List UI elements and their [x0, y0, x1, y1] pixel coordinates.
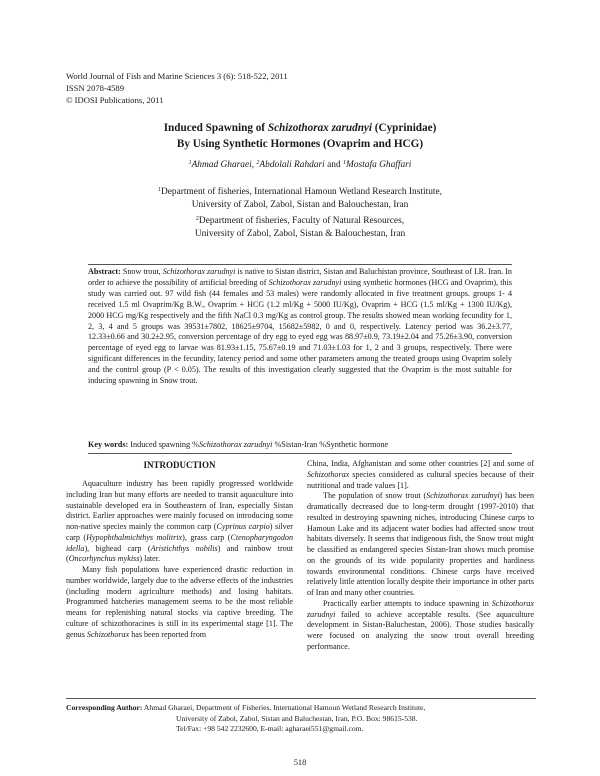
- affiliations: [60, 184, 540, 241]
- journal-citation: World Journal of Fish and Marine Sciences 3 (6): 518-522, 2011: [66, 71, 288, 81]
- journal-header: [66, 70, 288, 106]
- keywords: Key words: Induced spawning %Schizothorax zarudnyi %Sistan-Iran %Synthetic hormone: [88, 439, 512, 454]
- intro-paragraph-2: Many fish populations have experienced drastic reduction in number worldwide, largely due to the adverse effects of the industries (including modern agriculture methods) and losing habitats. Programmed hatcheries management seems to be the most reliable means for replenishing natural stocks via captive breeding. The culture of schizothoracines is still in its experimental stage [1]. The genus Schizothorax has been reported from: [66, 565, 293, 639]
- intro-paragraph-1: Aquaculture industry has been rapidly progressed worldwide including Iran but many efforts are needed to transit aquaculture into sustainable developed era in Southeastern of Iran, especially Sistan district. Earlier approaches were mainly focused on introducing some non-native species mainly the common carp (Cyprinus carpio) silver carp (Hypophthalmichthys molitrix), grass carp (Ctenopharyngodon idella), bighead carp (Aristichthys nobilis) and rainbow trout (Oncorhynchus mykiss) later.: [66, 479, 293, 564]
- abstract-label: Abstract:: [88, 267, 121, 276]
- affiliation-1-line-2: University of Zabol, Zabol, Sistan and Balouchestan, Iran: [191, 200, 409, 211]
- paper-title-line-2: By Using Synthetic Hormones (Ovaprim and HCG): [176, 138, 424, 150]
- right-column: [307, 459, 534, 653]
- corresponding-author-line-1: Corresponding Author: Ahmad Gharaei, Department of Fisheries, International Hamoun Wetland Research Institute,: [66, 703, 426, 712]
- abstract: Abstract: Snow trout, Schizothorax zarudnyi is native to Sistan district, Sistan and Baluchistan province, Southeast of I.R. Iran. In order to achieve the possibility of artificial breeding of Schizothorax zarudnyi using synthetic hormones (HCG and Ovaprim), this study was carried out. 97 wild fish (44 females and 53 males) were randomly allocated in five treatment groups. groups 1- 4 received 1.5 ml Ovaprim/Kg B.W., Ovaprim + HCG (1.2 ml/Kg + 5000 IU/Kg), Ovaprim + HCG (1.5 ml/Kg + 1300 IU/Kg), 2000 HCG mg/Kg respectively and the fifth NaCl 0.3 mg/Kg as control group. The results showed mean working fecundity for 1, 2, 3, 4 and 5 groups was 39531±7802, 18625±9704, 15682±5982, 0 and 0, respectively. Latency period was 36.2±3.77, 12.33±0.66 and 30.2±2.95, conversion percentage of dry egg to eyed egg was 88.97±0.9, 73.19±2.04 and 75.26±3.90, conversion percentage of eyed egg to larvae was 81.93±1.15, 75.67±0.19 and 71.03±1.03 for 1, 2 and 3 groups, respectively. There were significant differences in the fecundity, latency period and some other parameters among the treated groups using Ovaprim solely and the control group (P < 0.05). The results of this investigation clearly suggested that the Ovaprim is the most suitable for inducing spawning in Snow trout.: [88, 264, 512, 387]
- journal-issn: ISSN 2078-4589: [66, 83, 125, 93]
- corresponding-author-line-3: Tel/Fax: +98 542 2232600, E-mail: agharaei551@gmail.com.: [176, 724, 364, 734]
- corresponding-author-line-2: University of Zabol, Zabol, Sistan and Baluchestan, Iran, P.O. Box: 98615-538.: [176, 713, 418, 723]
- section-heading-introduction: INTRODUCTION: [143, 460, 216, 470]
- corresponding-author: [66, 698, 536, 735]
- page-number: 518: [293, 758, 307, 767]
- affiliation-2-line-1: $^2$Department of fisheries, Faculty of Natural Resources,: [195, 215, 405, 226]
- left-column: [66, 459, 293, 640]
- corresponding-author-label: Corresponding Author:: [66, 703, 143, 712]
- author-list: $^1$Ahmad Gharaei, $^2$Abdolali Rahdari and $^1$Mostafa Ghaffari: [188, 160, 412, 170]
- affiliation-1-line-1: $^1$Department of fisheries, International Hamoun Wetland Research Institute,: [157, 187, 442, 197]
- intro-paragraph-2-continued: China, India, Afghanistan and some other countries [2] and some of Schizothorax species considered as cultural species because of their nutritional and trade values [1].: [307, 459, 534, 490]
- intro-paragraph-4: Practically earlier attempts to induce spawning in Schizothorax zarudnyi failed to achieve acceptable results. (See aquaculture development in Sistan-Baluchestan, 2006). Those studies basically were focused on analyzing the snow trout overall breeding performance.: [307, 598, 534, 651]
- journal-copyright: © IDOSI Publications, 2011: [66, 95, 164, 105]
- keywords-label: Key words:: [88, 440, 129, 449]
- title-block: [60, 120, 540, 171]
- paper-title-line-1: Induced Spawning of Schizothorax zarudnyi (Cyprinidae): [163, 122, 437, 134]
- intro-paragraph-3: The population of snow trout (Schizothorax zarudnyi) has been dramatically decreased due to long-term drought (1997-2010) that resulted in destroying spawning niches, introducing Chinese carps to Hamoun Lake and its adjacent water bodies had affected snow trout habitats diversely. It seems that indigenous fish, the Snow trout might be classified as endangered species Sistan-Iran shows much promise on the grounds of its wide popularity properties and hardiness towards environmental conditions. Chinese carps have received relatively little attention locally despite their importance in other parts of Iran and many other countries.: [307, 491, 534, 597]
- affiliation-2-line-2: University of Zabol, Zabol, Sistan & Balouchestan, Iran: [194, 228, 406, 239]
